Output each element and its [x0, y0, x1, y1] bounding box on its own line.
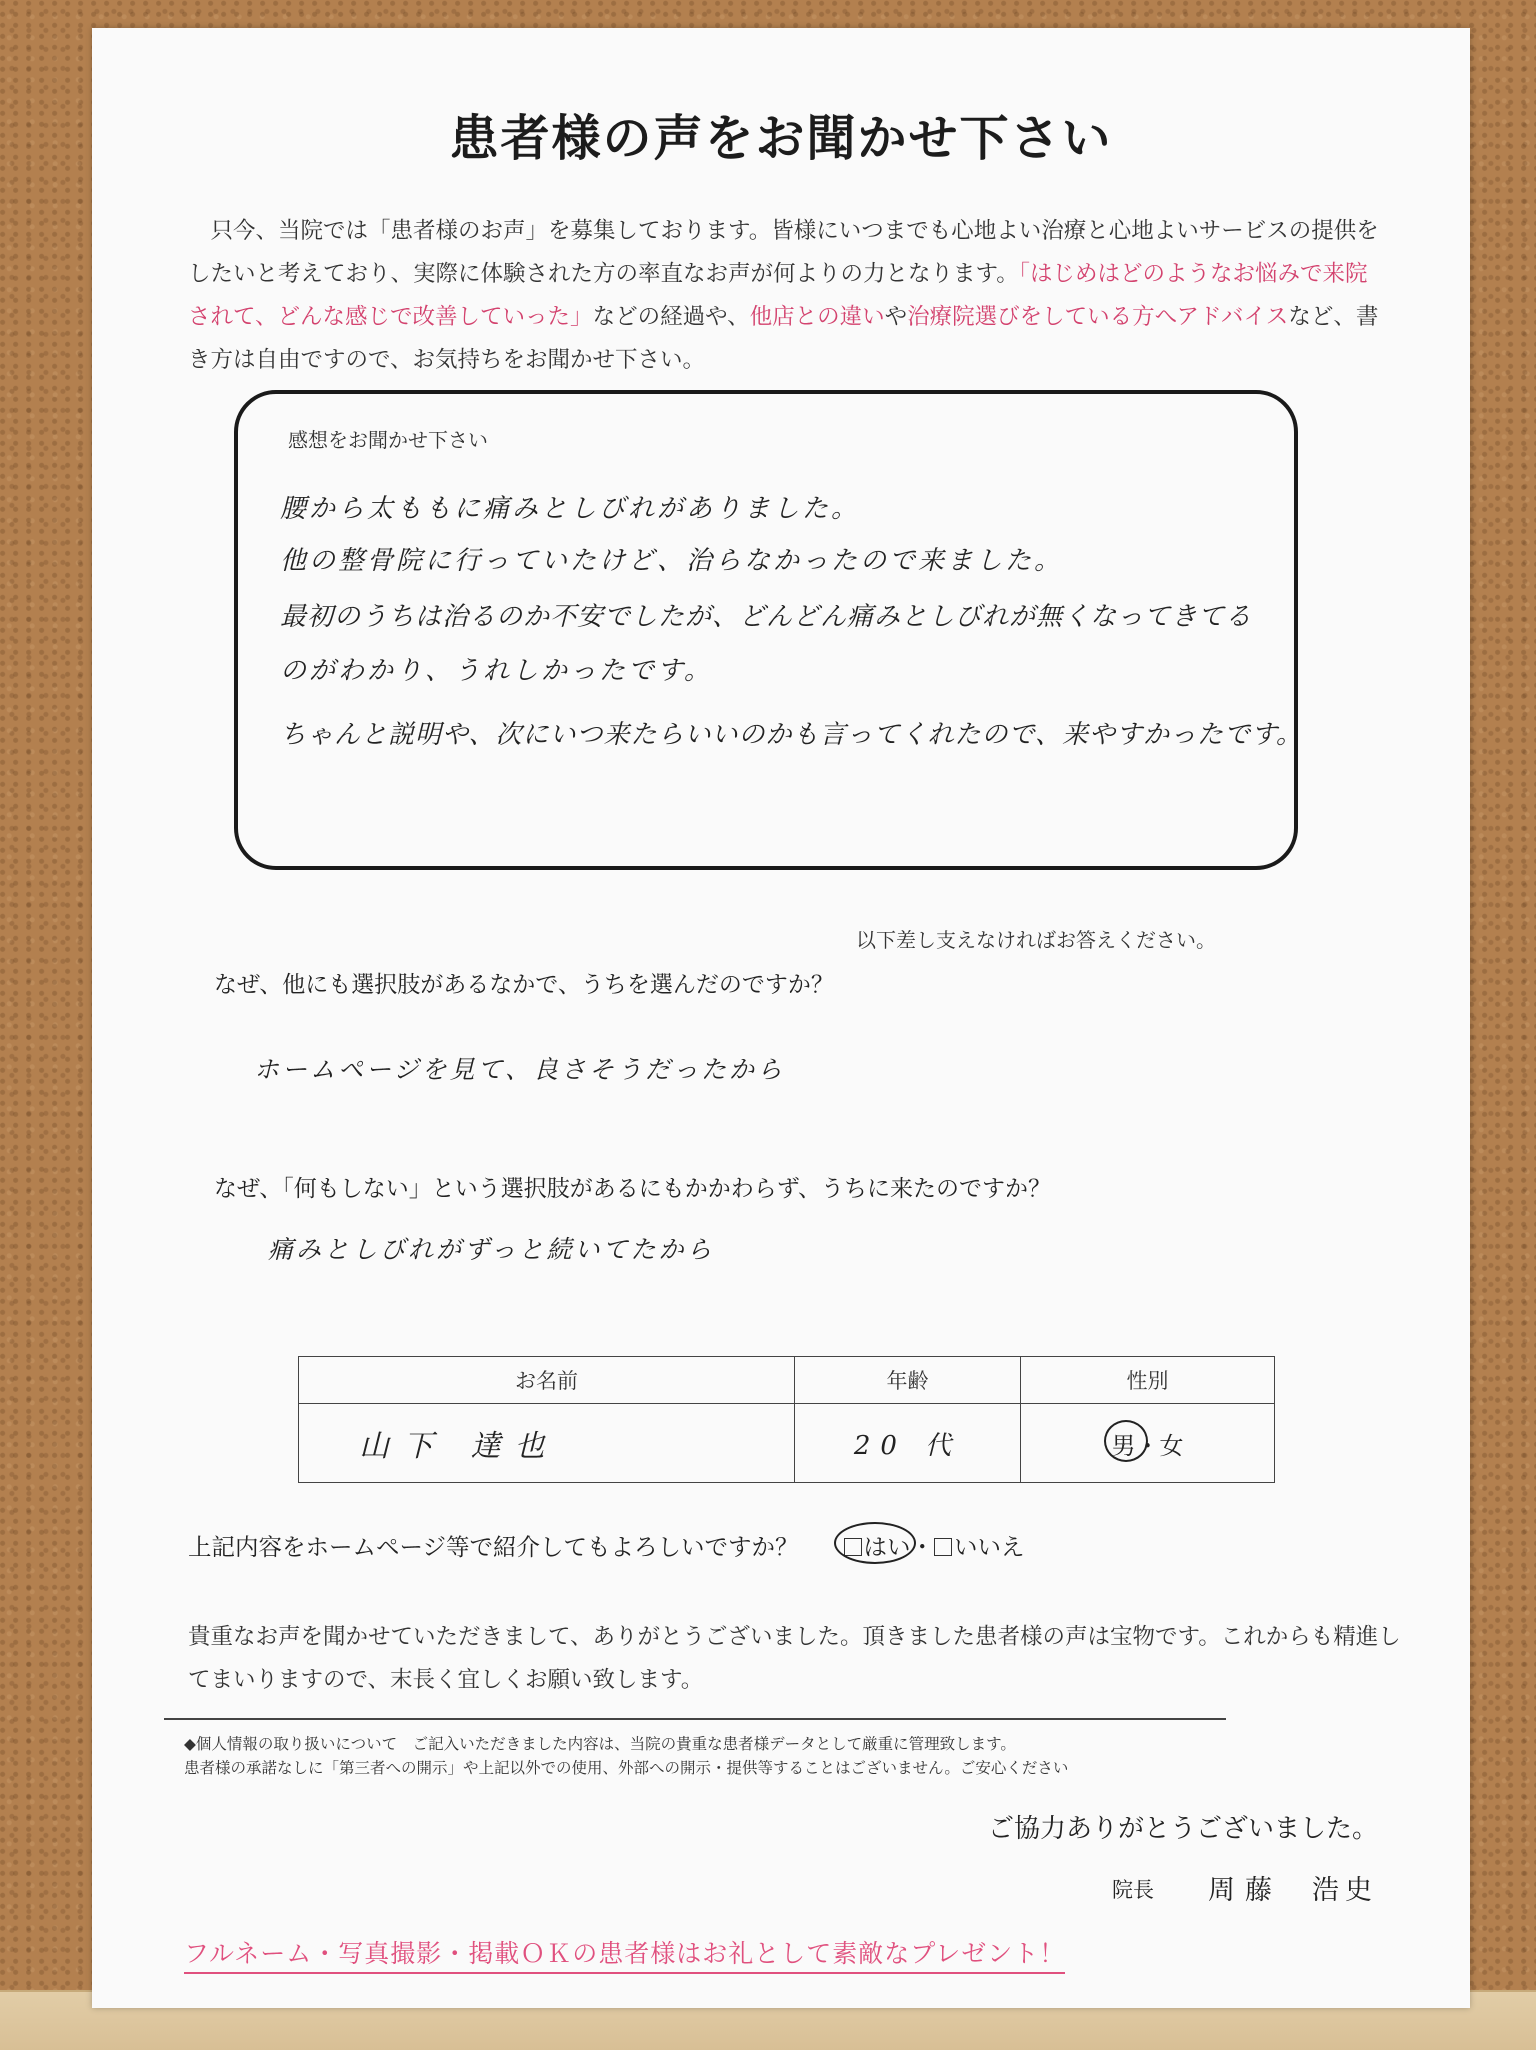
- consent-question: 上記内容をホームページ等で紹介してもよろしいですか？: [188, 1533, 799, 1561]
- consent-separator: ・: [910, 1533, 934, 1561]
- thanks-paragraph: 貴重なお声を聞かせていただきまして、ありがとうございました。頂きました患者様の声は宝物です。これからも精進してまいりますので、末長く宜しくお願い致します。: [188, 1624, 1401, 1693]
- closing-message: ご協力ありがとうございました。: [987, 1814, 1378, 1844]
- no-checkbox[interactable]: [934, 1538, 952, 1556]
- impression-line: ちゃんと説明や、次にいつ来たらいいのかも言ってくれたので、来やすかったです。: [280, 720, 1303, 750]
- consent-yes-option[interactable]: [844, 1528, 911, 1562]
- name-field[interactable]: 山下 達也: [299, 1404, 795, 1483]
- question-2: なぜ、「何もしない」という選択肢があるにもかかわらず、うちに来たのですか？: [214, 1176, 1051, 1202]
- promo-banner: フルネーム・写真撮影・掲載ＯＫの患者様はお礼として素敵なプレゼント！: [184, 1934, 1065, 1974]
- privacy-line: ◆個人情報の取り扱いについて ご記入いただきました内容は、当院の貴重な患者様データとして厳重に管理致します。: [184, 1735, 1016, 1753]
- consent-no-label: いいえ: [954, 1533, 1025, 1561]
- page-title: 患者様の声をお聞かせ下さい: [449, 110, 1113, 167]
- intro-text-2: などの経過や、: [592, 304, 750, 330]
- intro-highlight-2: 他店との違い: [749, 304, 885, 330]
- consent-no-option[interactable]: [934, 1533, 1025, 1561]
- selected-circle: [1104, 1420, 1148, 1462]
- intro-highlight-3: 治療院選びをしている方へアドバイス: [907, 304, 1289, 330]
- intro-highlight-1: 「はじめはどのようなお悩みで来院されて、どんな感じで改善していった」: [188, 261, 1368, 330]
- consent-yes-label: はい: [863, 1533, 911, 1561]
- signature: [1112, 1868, 1378, 1907]
- privacy-line: 患者様の承諾なしに「第三者への開示」や上記以外での使用、外部への開示・提供等することはございません。ご安心ください: [184, 1759, 1069, 1777]
- gender-separator: ・: [1135, 1431, 1160, 1460]
- impression-line: 腰から太ももに痛みとしびれがありました。: [280, 494, 861, 524]
- age-field[interactable]: 20 代: [795, 1404, 1021, 1483]
- question-1: なぜ、他にも選択肢があるなかで、うちを選んだのですか？: [214, 972, 834, 998]
- optional-note: 以下差し支えなければお答えください。: [856, 928, 1216, 952]
- intro-text-1: 只今、当院では「患者様のお声」を募集しております。皆様にいつまでも心地よい治療と心地よいサービスの提供をしたいと考えており、実際に体験された方の率直なお声が何よりの力となります。: [188, 218, 1379, 287]
- survey-sheet: [92, 28, 1470, 2008]
- answer-2[interactable]: 痛みとしびれがずっと続いてたから: [268, 1235, 715, 1264]
- impression-line: のがわかり、うれしかったです。: [280, 656, 713, 686]
- gender-male[interactable]: 男: [1111, 1431, 1136, 1460]
- selected-circle: [834, 1522, 916, 1564]
- intro-text-4: など、書き方は自由ですので、お気持ちをお聞かせ下さい。: [188, 304, 1379, 373]
- privacy-notice: [184, 1732, 1334, 1780]
- intro-paragraph: [188, 210, 1388, 382]
- impressions-label: 感想をお聞かせ下さい: [288, 428, 488, 452]
- intro-text-3: や: [884, 304, 908, 330]
- impression-line: 他の整骨院に行っていたけど、治らなかったので来ました。: [280, 546, 1064, 576]
- divider: [164, 1718, 1226, 1720]
- signature-given-name: 浩史: [1312, 1875, 1378, 1906]
- impressions-box[interactable]: [234, 390, 1303, 870]
- header-gender: 性別: [1021, 1357, 1275, 1404]
- gender-field[interactable]: [1021, 1404, 1275, 1483]
- impression-line: 最初のうちは治るのか不安でしたが、どんどん痛みとしびれが無くなってきてる: [280, 602, 1253, 632]
- answer-1[interactable]: ホームページを見て、良さそうだったから: [254, 1055, 786, 1084]
- consent-row: [188, 1528, 1025, 1562]
- header-age: 年齢: [795, 1357, 1021, 1404]
- signature-role: 院長: [1112, 1878, 1154, 1902]
- gender-female[interactable]: 女: [1159, 1431, 1184, 1460]
- header-name: お名前: [299, 1357, 795, 1404]
- signature-surname: 周藤: [1208, 1875, 1282, 1906]
- patient-info-table: [298, 1356, 1275, 1483]
